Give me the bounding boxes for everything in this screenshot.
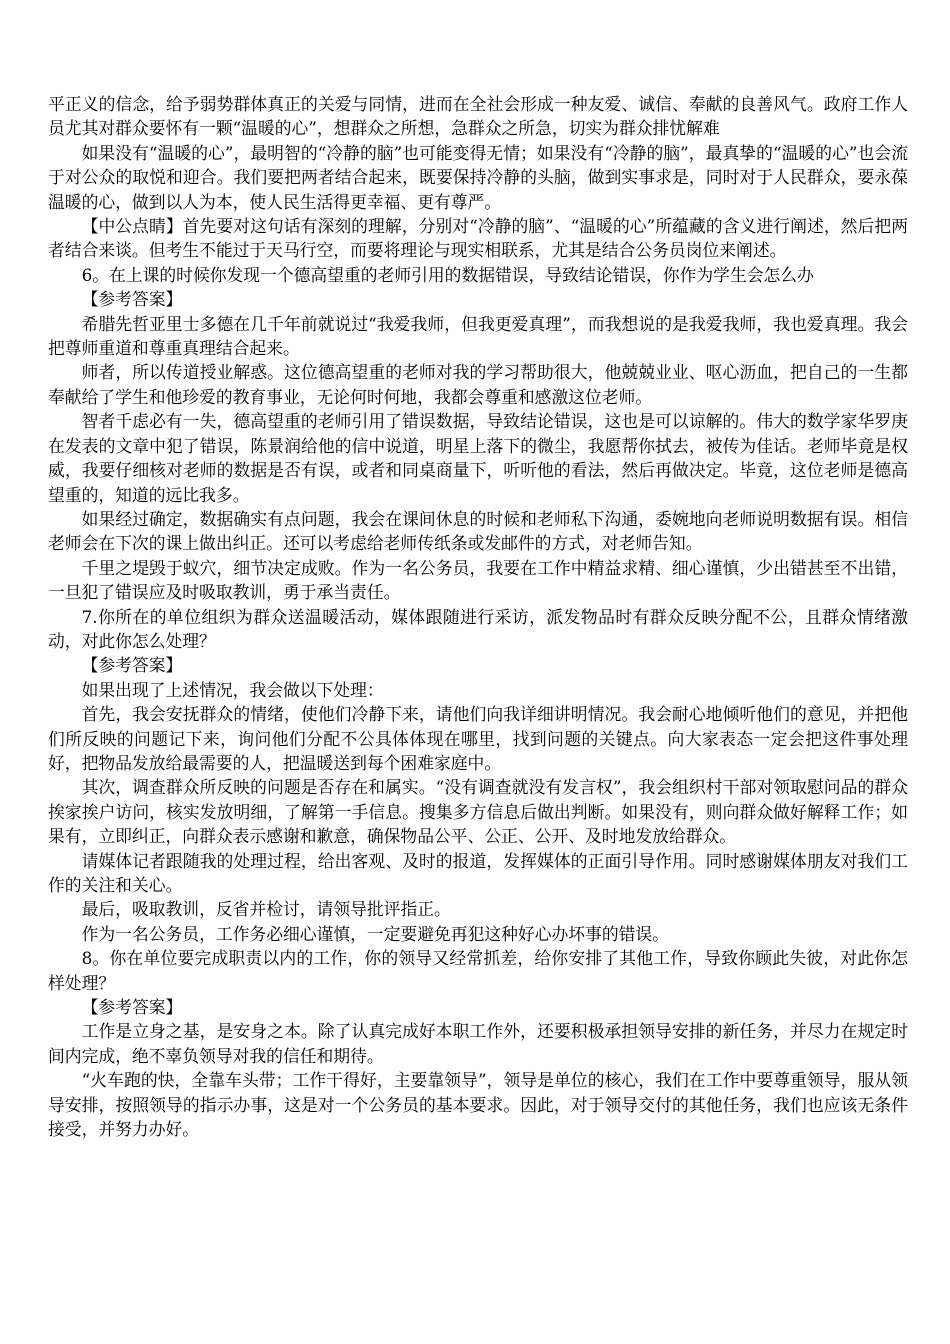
- answer-8-paragraph-2: “火车跑的快，全靠车头带；工作干得好，主要靠领导”，领导是单位的核心，我们在工作中要尊重领导，服从领导安排，按照领导的指示办事，这是对一个公务员的基本要求。因此，对于领导交付的其他任务，我们也应该无条件接受，并努力办好。: [48, 1070, 908, 1140]
- paragraph-1: 平正义的信念，给予弱势群体真正的关爱与同情，进而在全社会形成一种友爱、诚信、奉献的良善风气。政府工作人员尤其对群众要怀有一颗“温暖的心”，想群众之所想，急群众之所急，切实为群众排忧解难: [48, 94, 908, 139]
- answer-7-paragraph-3: 其次，调查群众所反映的问题是否存在和属实。“没有调查就没有发言权”，我会组织村干部对领取慰问品的群众挨家挨户访问，核实发放明细，了解第一手信息。搜集多方信息后做出判断。如果没有，则向群众做好解释工作；如果有，立即纠正，向群众表示感谢和歉意，确保物品公平、公正、公开、及时地发放给群众。: [48, 777, 908, 847]
- answer-6-paragraph-3: 智者千虑必有一失，德高望重的老师引用了错误数据，导致结论错误，这也是可以谅解的。伟大的数学家华罗庚在发表的文章中犯了错误，陈景润给他的信中说道，明星上落下的微尘，我愿帮你拭去，被传为佳话。老师毕竟是权威，我要仔细核对老师的数据是否有误，或者和同桌商量下，听听他的看法，然后再做决定。毕竟，这位老师是德高望重的，知道的远比我多。: [48, 411, 908, 505]
- question-6: 6。在上课的时候你发现一个德高望重的老师引用的数据错误，导致结论错误，你作为学生会怎么办: [81, 264, 814, 285]
- answer-7-paragraph-5: 最后，吸取教训，反省并检讨，请领导批评指正。: [81, 899, 451, 920]
- answer-heading-6: 【参考答案】: [81, 289, 183, 310]
- paragraph-2: 如果没有“温暖的心”，最明智的“冷静的脑”也可能变得无情；如果没有“冷静的脑”，最真挚的“温暖的心”也会流于对公众的取悦和迎合。我们要把两者结合起来，既要保持冷静的头脑，做到实事求是，同时对于人民群众，要永葆温暖的心，做到以人为本，使人民生活得更幸福、更有尊严。: [48, 142, 908, 212]
- answer-7-paragraph-2: 首先，我会安抚群众的情绪，使他们冷静下来，请他们向我详细讲明情况。我会耐心地倾听他们的意见，并把他们所反映的问题记下来，询问他们分配不公具体体现在哪里，找到问题的关键点。向大家表态一定会把这件事处理好，把物品发放给最需要的人，把温暖送到每个困难家庭中。: [48, 704, 908, 773]
- question-8: 8。你在单位要完成职责以内的工作，你的领导又经常抓差，给你安排了其他工作，导致你顾此失彼，对此你怎样处理？: [48, 948, 908, 993]
- answer-6-paragraph-1: 希腊先哲亚里士多德在几千年前就说过“我爱我师，但我更爱真理”，而我想说的是我爱我师，我也爱真理。我会把尊师重道和尊重真理结合起来。: [48, 313, 908, 359]
- answer-7-paragraph-6: 作为一名公务员，工作务必细心谨慎，一定要避免再犯这种好心办坏事的错误。: [81, 923, 669, 944]
- answer-heading-8: 【参考答案】: [81, 997, 183, 1018]
- answer-6-paragraph-2: 师者，所以传道授业解惑。这位德高望重的老师对我的学习帮助很大，他兢兢业业、呕心沥血，把自己的一生都奉献给了学生和他珍爱的教育事业，无论何时何地，我都会尊重和感激这位老师。: [48, 362, 908, 407]
- question-7: 7.你所在的单位组织为群众送温暖活动，媒体跟随进行采访，派发物品时有群众反映分配不公，且群众情绪激动，对此你怎么处理？: [48, 606, 908, 651]
- answer-6-paragraph-4: 如果经过确定，数据确实有点问题，我会在课间休息的时候和老师私下沟通，委婉地向老师说明数据有误。相信老师会在下次的课上做出纠正。还可以考虑给老师传纸条或发邮件的方式，对老师告知。: [48, 508, 908, 554]
- answer-7-paragraph-4: 请媒体记者跟随我的处理过程，给出客观、及时的报道，发挥媒体的正面引导作用。同时感谢媒体朋友对我们工作的关注和关心。: [48, 850, 908, 895]
- commentary-paragraph: 【中公点睛】首先要对这句话有深刻的理解，分别对“冷静的脑”、“温暖的心”所蕴藏的含义进行阐述，然后把两者结合来谈。但考生不能过于天马行空，而要将理论与现实相联系，尤其是结合公务员岗位来阐述。: [48, 216, 908, 261]
- document-page: [48, 92, 908, 1141]
- answer-7-paragraph-1: 如果出现了上述情况，我会做以下处理：: [81, 679, 384, 700]
- answer-6-paragraph-5: 千里之堤毁于蚁穴，细节决定成败。作为一名公务员，我要在工作中精益求精、细心谨慎，少出错甚至不出错，一旦犯了错误应及时吸取教训，勇于承当责任。: [48, 557, 908, 603]
- answer-8-paragraph-1: 工作是立身之基，是安身之本。除了认真完成好本职工作外，还要积极承担领导安排的新任务，并尽力在规定时间内完成，绝不辜负领导对我的信任和期待。: [48, 1021, 908, 1066]
- answer-heading-7: 【参考答案】: [81, 655, 183, 676]
